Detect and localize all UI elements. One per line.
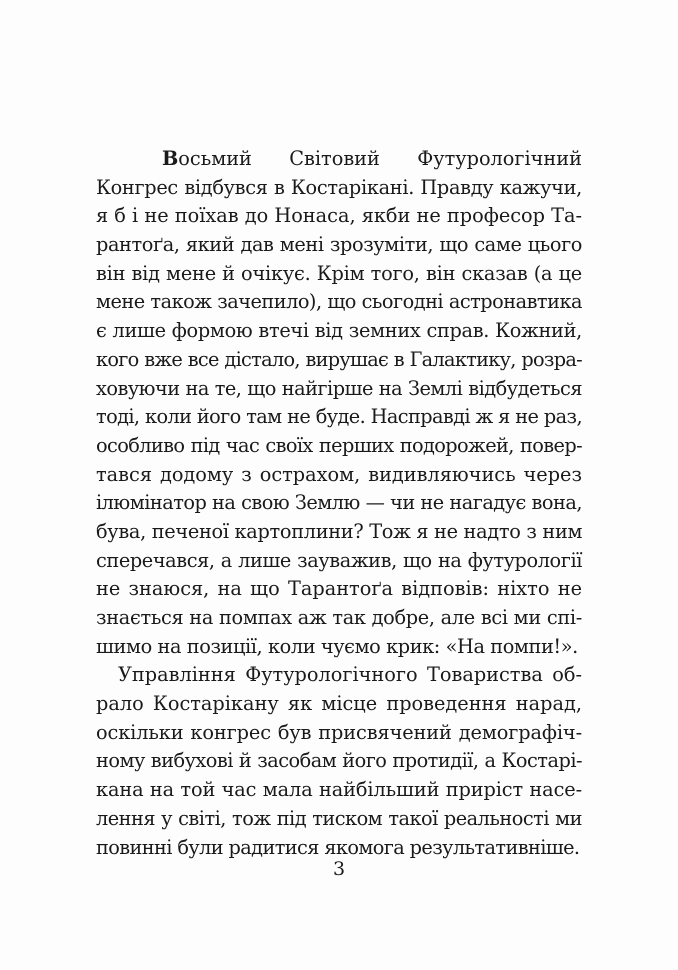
- text-line: ілюмінатор на свою Землю — чи не нагадує вона,: [96, 491, 582, 515]
- text-line: ному вибухові й засобам його протидії, а Костарі-: [96, 749, 582, 773]
- text-line: повинні були радитися якомога результативніше.: [96, 835, 580, 859]
- text-line: кана на той час мала найбільший приріст насе-: [96, 778, 582, 802]
- body-text: [96, 145, 582, 862]
- text-line: я б і не поїхав до Нонаса, якби не професор Та-: [96, 204, 582, 228]
- text-line: тався додому з острахом, видивляючись через: [96, 462, 582, 486]
- text-line: рантоґа, який дав мені зрозуміти, що саме цього: [96, 233, 582, 257]
- text-line: кого вже все дістало, вирушає в Галактику, розра-: [96, 347, 582, 371]
- text-line: він від мене й очікує. Крім того, він сказав (а це: [96, 261, 582, 285]
- text-line: рало Костарікану як місце проведення нарад,: [96, 692, 582, 716]
- text-line: оскільки конгрес був присвячений демографіч-: [96, 720, 582, 744]
- drop-cap: В: [162, 147, 179, 170]
- text-line: є лише формою втечі від земних справ. Кожний,: [96, 319, 582, 343]
- text-line: лення у світі, тож під тиском такої реальності ми: [96, 806, 582, 830]
- text-line: тоді, коли його там не буде. Насправді ж я не раз,: [96, 405, 582, 429]
- text-line: сперечався, а лише зауважив, що на футурології: [96, 548, 582, 572]
- text-line: бува, печеної картоплини? Тож я не надто з ним: [96, 519, 583, 543]
- text-line: особливо під час своїх перших подорожей, повер-: [96, 433, 582, 457]
- page-number: 3: [332, 858, 346, 880]
- text-line: мене також зачепило), що сьогодні астронавтика: [96, 290, 582, 314]
- text-line: не знаюся, на що Тарантоґа відповів: ніхто не: [96, 577, 582, 601]
- text-line: [96, 145, 582, 174]
- text-line: Конгрес відбувся в Костарікані. Правду кажучи,: [96, 175, 582, 199]
- text-line: Управління Футурологічного Товариства об-: [118, 663, 582, 687]
- text-line: шимо на позиції, коли чуємо крик: «На помпи!».: [96, 634, 578, 658]
- text-line: ховуючи на те, що найгірше на Землі відбудеться: [96, 376, 582, 400]
- text-line-content: осьмий Світовий Футурологічний: [178, 147, 582, 170]
- text-line: знається на помпах аж так добре, але всі ми спі-: [96, 606, 582, 629]
